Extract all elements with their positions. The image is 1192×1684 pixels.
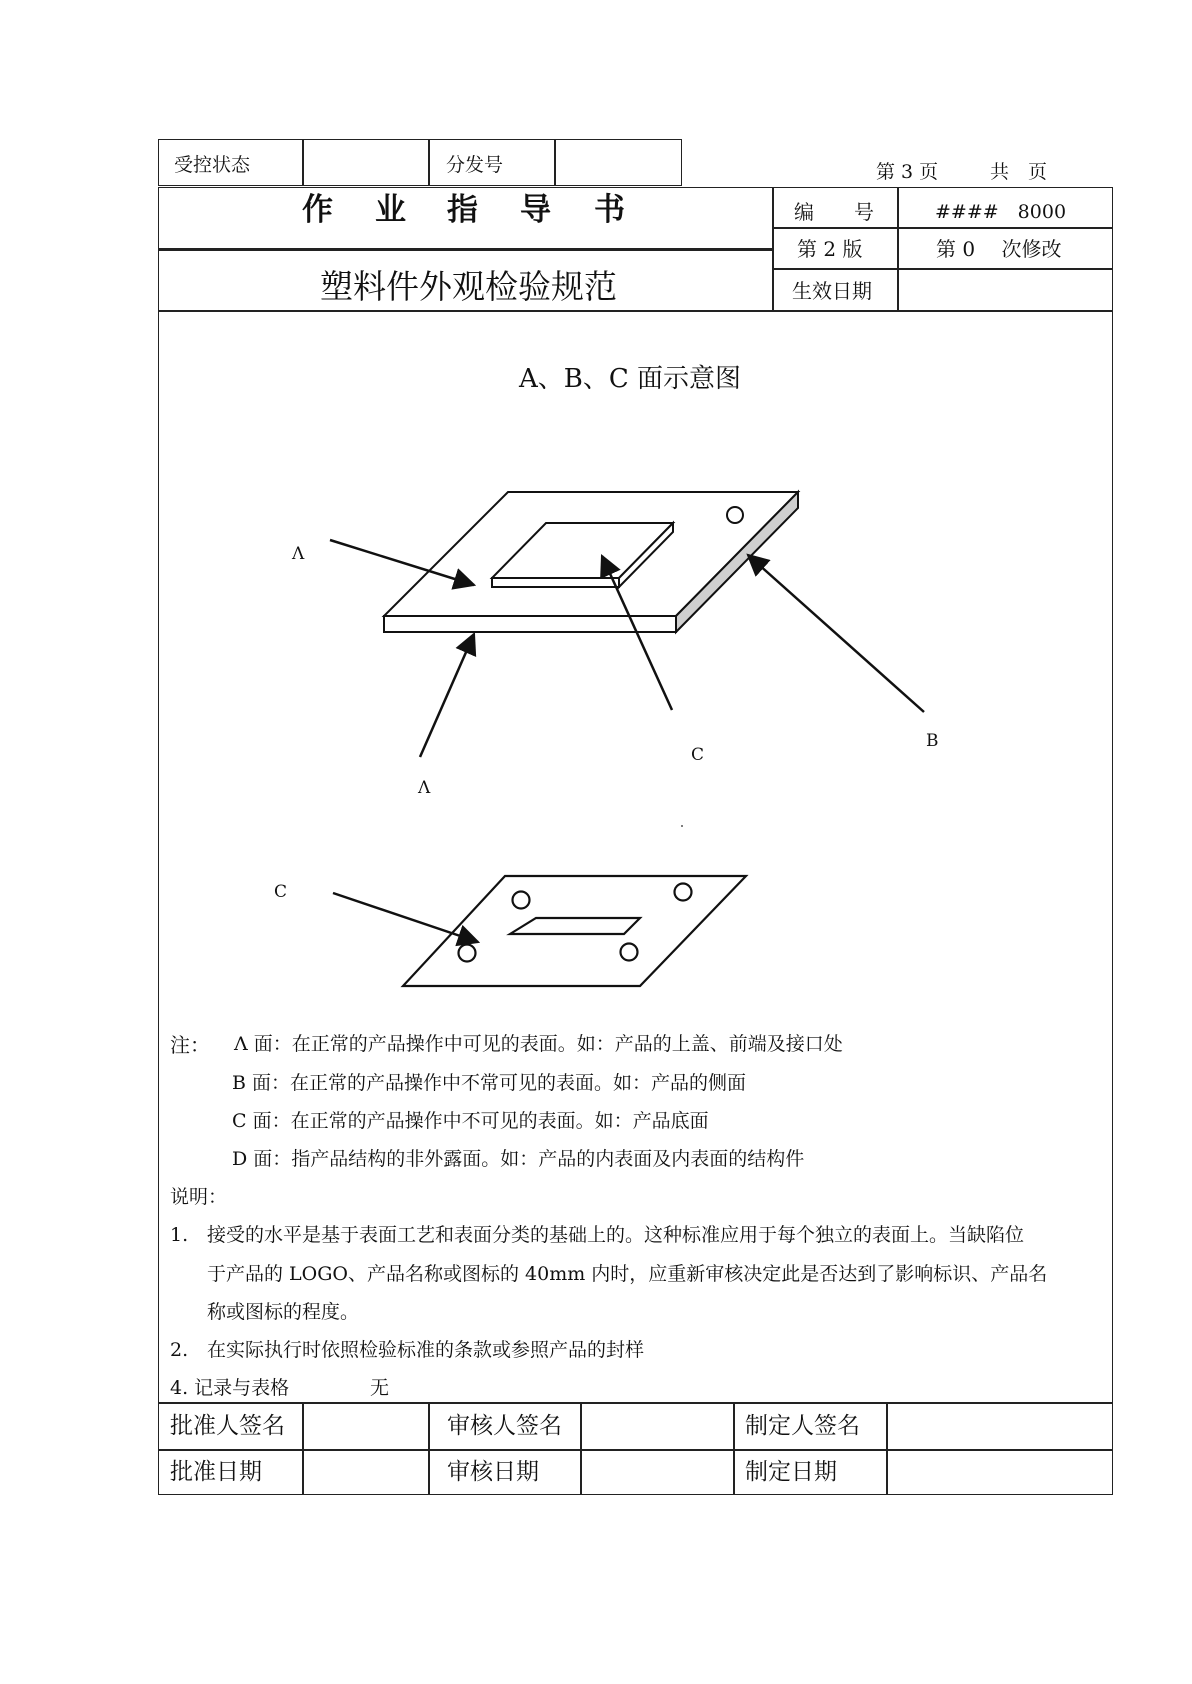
control-status-label: 受控状态 — [174, 154, 251, 176]
label-a-bottom: Λ — [418, 778, 431, 798]
explanation-heading: 说明： — [170, 1186, 228, 1208]
version: 第 2 版 — [797, 237, 863, 261]
divider — [302, 1402, 304, 1495]
doc-title-char: 书 — [594, 192, 627, 228]
page-current: 第 3 页 — [876, 161, 939, 183]
explanation-item1-num: 1. — [170, 1224, 189, 1246]
title-underline — [158, 248, 773, 251]
note-item: C 面：在正常的产品操作中不可见的表面。如：产品底面 — [232, 1110, 709, 1132]
divider — [733, 1402, 735, 1495]
make-date-label: 制定日期 — [745, 1459, 837, 1485]
divider — [428, 139, 430, 186]
maker-sign-label: 制定人签名 — [745, 1413, 860, 1439]
note-item: D 面：指产品结构的非外露面。如：产品的内表面及内表面的结构件 — [232, 1148, 805, 1170]
note-item: B 面：在正常的产品操作中不常可见的表面。如：产品的侧面 — [232, 1072, 747, 1094]
approve-date-label: 批准日期 — [170, 1459, 262, 1485]
note-item: Λ 面：在正常的产品操作中可见的表面。如：产品的上盖、前端及接口处 — [234, 1033, 843, 1055]
header-vdivider — [772, 187, 774, 311]
divider — [886, 1402, 888, 1495]
label-a-top: Λ — [292, 544, 305, 564]
page-total: 共 页 — [990, 161, 1048, 183]
explanation-item2-num: 2. — [170, 1339, 189, 1361]
doc-title-char: 作 — [302, 192, 335, 228]
explanation-item2-text: 在实际执行时依照检验标准的条款或参照产品的封样 — [207, 1339, 645, 1361]
explanation-line: 于产品的 LOGO、产品名称或图标的 40mm 内时，应重新审核决定此是否达到了影响标识、产品名 — [207, 1263, 1048, 1285]
notes-prefix: 注： — [170, 1033, 210, 1057]
explanation-line: 接受的水平是基于表面工艺和表面分类的基础上的。这种标准应用于每个独立的表面上。当缺陷位 — [207, 1224, 1025, 1246]
records-label: 4. 记录与表格 — [170, 1377, 290, 1399]
subtitle: 塑料件外观检验规范 — [320, 267, 617, 306]
doc-title-char: 指 — [447, 192, 480, 228]
explanation-line: 称或图标的程度。 — [207, 1301, 360, 1323]
doc-number-value: #### 8000 — [935, 201, 1067, 223]
approver-sign-label: 批准人签名 — [170, 1413, 285, 1439]
header-bottom-line — [158, 310, 1113, 312]
header-vdivider — [897, 187, 899, 311]
divider — [580, 1402, 582, 1495]
doc-title-char: 导 — [520, 192, 553, 228]
header-row-line — [772, 268, 1113, 270]
revision: 第 0 次修改 — [936, 237, 1062, 261]
divider — [302, 139, 304, 186]
effective-date-label: 生效日期 — [792, 279, 872, 303]
doc-title-char: 业 — [375, 192, 408, 228]
records-value: 无 — [370, 1377, 390, 1399]
label-b-right: B — [926, 731, 939, 751]
diagram-title: A、B、C 面示意图 — [519, 364, 742, 394]
doc-number-label: 编 号 — [794, 200, 874, 224]
divider — [428, 1402, 430, 1495]
review-date-label: 审核日期 — [447, 1459, 539, 1485]
divider — [554, 139, 556, 186]
distribution-no-label: 分发号 — [446, 154, 504, 176]
header-row-line — [772, 227, 1113, 229]
label-c-top: C — [691, 745, 705, 765]
label-c-bottom: C — [274, 882, 288, 902]
reviewer-sign-label: 审核人签名 — [447, 1413, 562, 1439]
